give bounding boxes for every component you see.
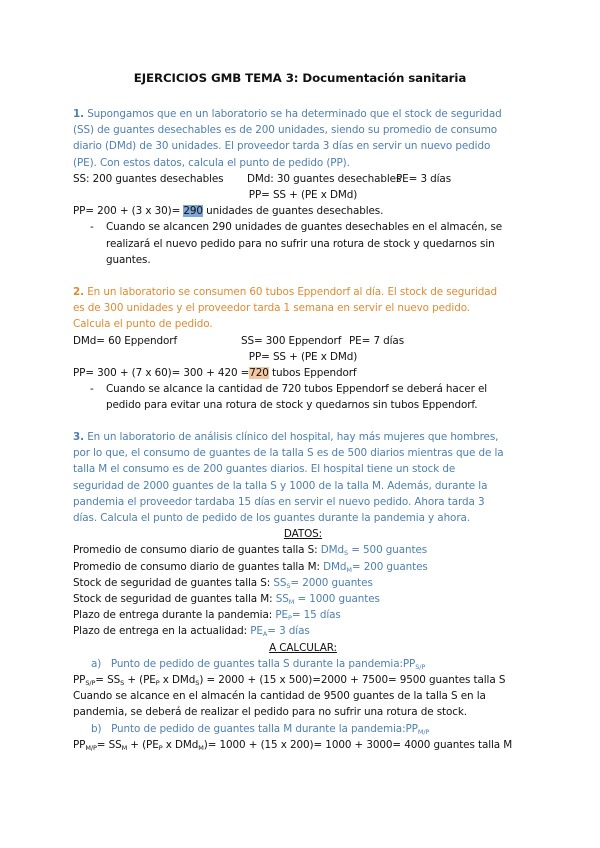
ex2-data-dmd: DMd= 60 Eppendorf bbox=[73, 334, 178, 347]
data-item: Plazo de entrega durante la pandemia: $PE_P= 15$ días bbox=[73, 609, 341, 623]
ex2-formula: PP= SS + (PE x DMd) bbox=[248, 350, 358, 363]
ex2-result-highlight: 720 bbox=[249, 367, 269, 380]
ex2-statement-line: Calcula el punto de pedido. bbox=[73, 318, 213, 331]
ex1-data-row bbox=[73, 171, 533, 187]
ex3-statement-line: días. Calcula el punto de pedido de los guantes durante la pandemia y ahora. bbox=[73, 512, 470, 525]
ex2-data-row bbox=[73, 333, 533, 349]
ex3-number: 3. bbox=[73, 431, 84, 443]
ex2-number: 2. bbox=[73, 286, 84, 298]
data-item: Promedio de consumo diario de guantes talla S: DMd$_S$ = 500 guantes bbox=[73, 544, 428, 558]
datos-heading: DATOS: bbox=[283, 528, 323, 541]
subquestion-a-conclusion: pandemia, se deberá de realizar el pedido para no sufrir una rotura de stock. bbox=[73, 706, 467, 719]
data-item: Plazo de entrega en la actualidad: $PE_A= 3$ días bbox=[73, 625, 310, 639]
subquestion-b-calculation: $PP_{M/P}= SS_M + (PE_P$ x DMd$_M$)= 1000 + (15 x 200)= 1000 + 3000= 4000 guantes talla M bbox=[73, 738, 513, 752]
subquestion-a: a) Punto de pedido de guantes talla S durante la $pandemia:PP_{S/P}$ bbox=[91, 657, 426, 671]
ex1-statement-line: 1. Supongamos que en un laboratorio se ha determinado que el stock de seguridad bbox=[73, 108, 502, 120]
subquestion-a-calculation: $PP_{S/P}= SS_S + (PE_P$ x DMd$_S$) = 2000 + (15 x 500)=2000 + 7500= 9500 guantes talla S bbox=[73, 674, 506, 688]
ex3-statement-line: por lo que, el consumo de guantes de la talla S es de 500 diarios mientras que de la bbox=[73, 447, 504, 460]
ex1-statement-line: diario (DMd) de 30 unidades. El proveedor tarda 3 días en servir un nuevo pedido bbox=[73, 140, 491, 153]
ex1-data-dmd: DMd: 30 guantes desechables bbox=[247, 172, 402, 185]
ex1-formula: PP= SS + (PE x DMd) bbox=[248, 189, 358, 202]
ex1-calculation: PP= 200 + (3 x 30)= 290 unidades de guantes desechables. bbox=[73, 205, 384, 218]
ex1-result-highlight: 290 bbox=[183, 205, 203, 218]
ex1-data-pe: PE= 3 días bbox=[396, 172, 452, 185]
exercise-2 bbox=[73, 284, 533, 414]
subquestion-b: b) Punto de pedido de guantes talla M durante la $pandemia:PP_{M/P}$ bbox=[91, 722, 430, 736]
ex3-statement-line: 3. En un laboratorio de análisis clínico del hospital, hay más mujeres que hombres, bbox=[73, 431, 499, 443]
ex2-statement-line: es de 300 unidades y el proveedor tarda 1 semana en servir el nuevo pedido. bbox=[73, 302, 470, 315]
calc-heading: A CALCULAR: bbox=[269, 641, 337, 654]
ex2-calculation: PP= 300 + (7 x 60)= 300 + 420 =720 tubos Eppendorf bbox=[73, 367, 357, 380]
ex1-number: 1. bbox=[73, 108, 84, 120]
ex1-statement-line: (PE). Con estos datos, calcula el punto de pedido (PP). bbox=[73, 156, 350, 169]
ex2-data-pe: PE= 7 días bbox=[349, 334, 405, 347]
data-item: Stock de seguridad de guantes talla S: $SS_S= 2000$ guantes bbox=[73, 576, 373, 590]
ex3-statement-line: seguridad de 2000 guantes de la talla S y 1000 de la talla M. Además, durante la bbox=[73, 479, 488, 492]
ex2-bullet-cont: pedido para evitar una rotura de stock y quedarnos sin tubos Eppendorf. bbox=[106, 399, 478, 412]
ex2-data-ss: SS= 300 Eppendorf bbox=[241, 334, 342, 347]
ex3-statement-line: pandemia el proveedor tardaba 15 días en servir el nuevo pedido. Ahora tarda 3 bbox=[73, 495, 485, 508]
ex2-statement-line: 2. En un laboratorio se consumen 60 tubos Eppendorf al día. El stock de seguridad bbox=[73, 286, 497, 298]
ex1-bullet-cont: guantes. bbox=[106, 253, 151, 266]
data-item: Stock de seguridad de guantes talla M: $SS_M = 1000$ guantes bbox=[73, 593, 380, 607]
ex1-bullet-cont: realizará el nuevo pedido para no sufrir una rotura de stock y quedarnos sin bbox=[106, 237, 495, 250]
data-item: Promedio de consumo diario de guantes talla M: DMd$_M$= 200 guantes bbox=[73, 560, 428, 574]
exercise-1 bbox=[73, 106, 533, 268]
document-title: EJERCICIOS GMB TEMA 3: Documentación sanitaria bbox=[133, 71, 467, 85]
exercise-3 bbox=[73, 429, 533, 753]
ex2-bullet: - Cuando se alcance la cantidad de 720 tubos Eppendorf se deberá hacer el bbox=[90, 383, 488, 396]
ex1-bullet: - Cuando se alcancen 290 unidades de guantes desechables en el almacén, se bbox=[90, 221, 503, 234]
ex3-statement-line: talla M el consumo es de 200 guantes diarios. El hospital tiene un stock de bbox=[73, 463, 456, 476]
subquestion-a-conclusion: Cuando se alcance en el almacén la cantidad de 9500 guantes de la talla S en la bbox=[73, 690, 486, 703]
ex1-data-ss: SS: 200 guantes desechables bbox=[73, 172, 224, 185]
ex1-statement-line: (SS) de guantes desechables es de 200 unidades, siendo su promedio de consumo bbox=[73, 124, 498, 137]
